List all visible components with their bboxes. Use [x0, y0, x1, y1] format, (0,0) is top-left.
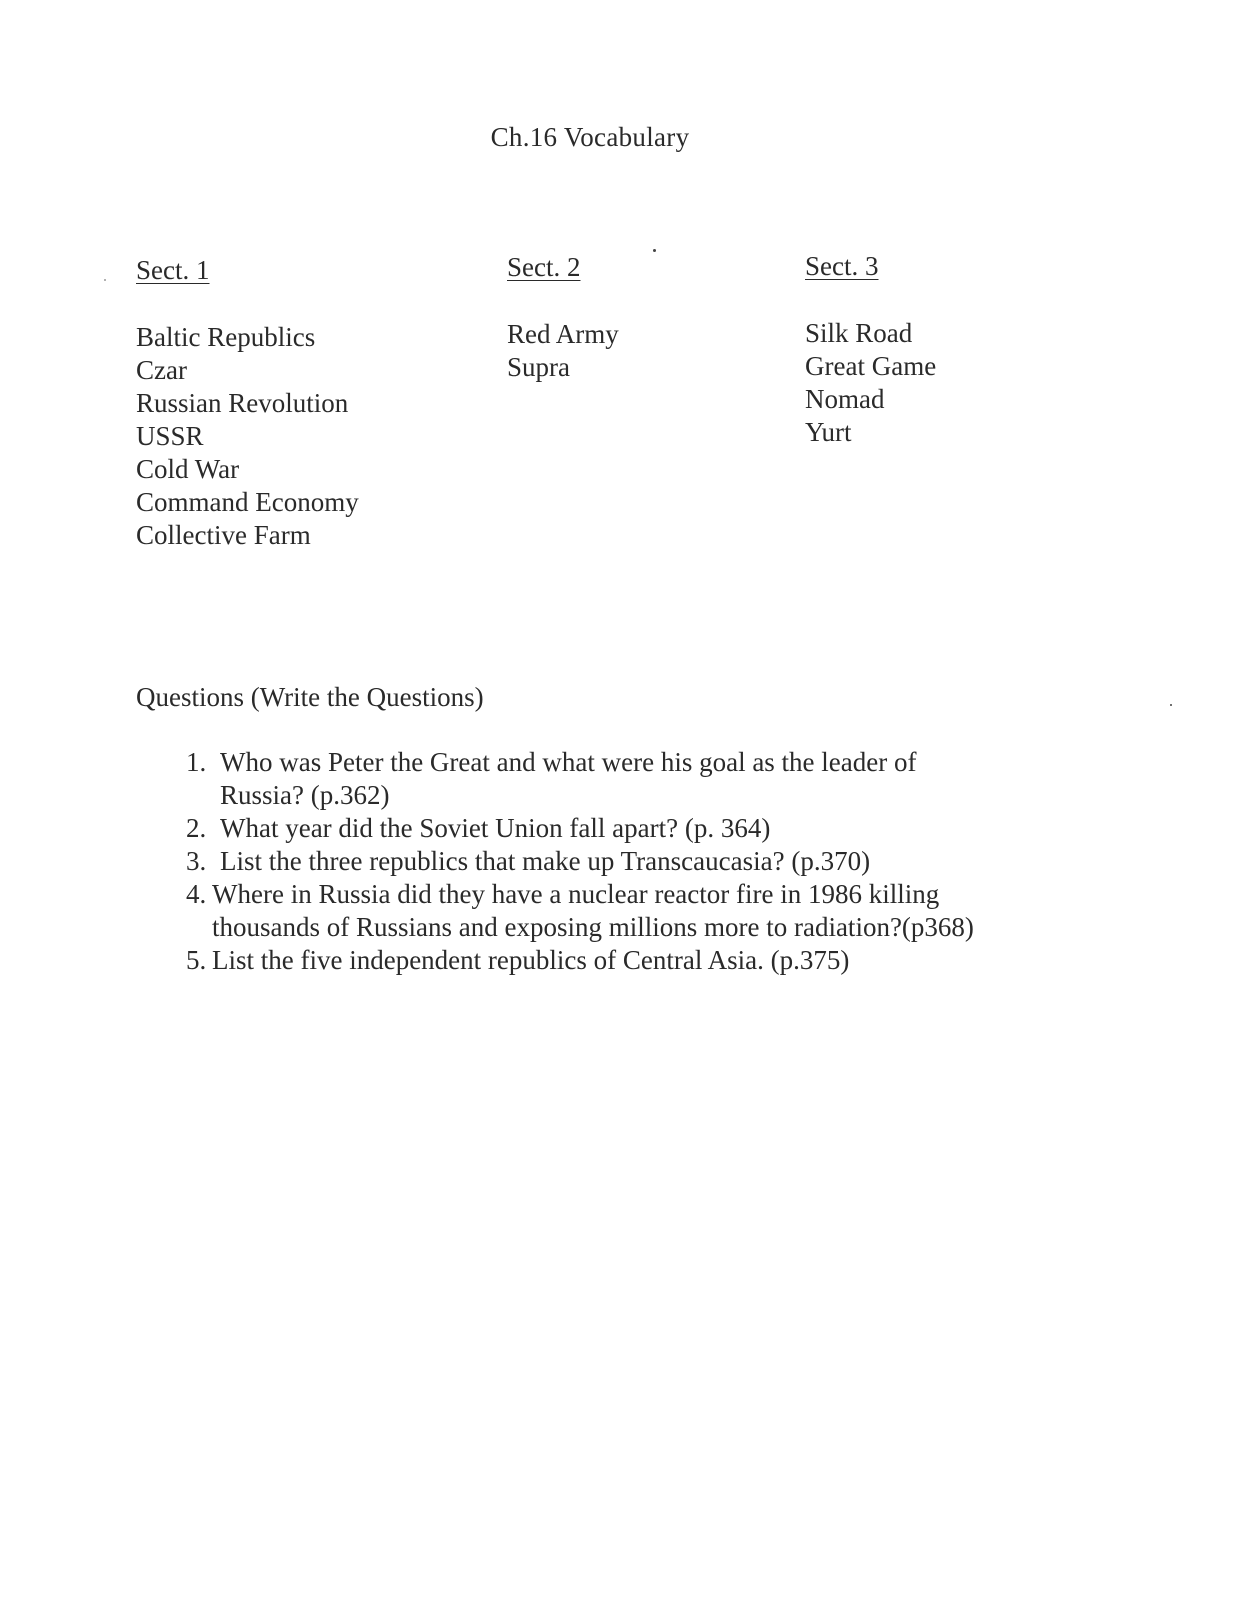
vocab-term: Silk Road	[805, 318, 913, 348]
vocab-list	[805, 317, 936, 449]
question-text: List the three republics that make up Transcaucasia? (p.370)	[220, 846, 871, 876]
vocab-term: Baltic Republics	[136, 322, 316, 352]
question-text-continued: thousands of Russians and exposing millions more to radiation?(p368)	[212, 912, 974, 942]
section-heading: Sect. 3	[805, 251, 879, 281]
page-title: Ch.16 Vocabulary	[490, 122, 690, 152]
vocab-term: Czar	[136, 355, 187, 385]
section-heading: Sect. 1	[136, 255, 210, 285]
vocab-list	[507, 318, 619, 384]
question-text: What year did the Soviet Union fall apart? (p. 364)	[220, 813, 771, 843]
question-number: 2.	[186, 813, 207, 843]
scan-speck	[1170, 704, 1172, 706]
vocab-term: Red Army	[507, 319, 619, 349]
section-1	[136, 252, 359, 552]
vocab-term: Collective Farm	[136, 520, 311, 550]
scan-speck	[104, 279, 106, 281]
question-text: Where in Russia did they have a nuclear reactor fire in 1986 killing	[212, 879, 940, 909]
question-item	[186, 746, 1066, 812]
question-text: Who was Peter the Great and what were his goal as the leader of	[220, 747, 917, 777]
section-2	[507, 252, 619, 384]
question-number: 1.	[186, 747, 207, 777]
vocab-term: Russian Revolution	[136, 388, 349, 418]
vocab-term: Nomad	[805, 384, 885, 414]
vocab-term: USSR	[136, 421, 204, 451]
vocab-term: Supra	[507, 352, 570, 382]
question-text-continued: Russia? (p.362)	[220, 780, 390, 810]
question-number: 3.	[186, 846, 207, 876]
questions-heading: Questions (Write the Questions)	[136, 682, 484, 712]
question-item	[186, 845, 1066, 878]
section-heading: Sect. 2	[507, 252, 581, 282]
question-item	[186, 944, 1066, 977]
question-number: 4.	[186, 879, 207, 909]
vocab-list	[136, 321, 359, 552]
questions-list	[186, 746, 1066, 977]
vocab-term: Great Game	[805, 351, 937, 381]
question-item	[186, 878, 1066, 944]
scan-speck	[653, 249, 656, 252]
vocab-term: Yurt	[805, 417, 852, 447]
vocab-term: Cold War	[136, 454, 240, 484]
question-item	[186, 812, 1066, 845]
vocab-term: Command Economy	[136, 487, 359, 517]
question-text: List the five independent republics of Central Asia. (p.375)	[212, 945, 850, 975]
section-3	[805, 252, 936, 449]
question-number: 5.	[186, 945, 207, 975]
